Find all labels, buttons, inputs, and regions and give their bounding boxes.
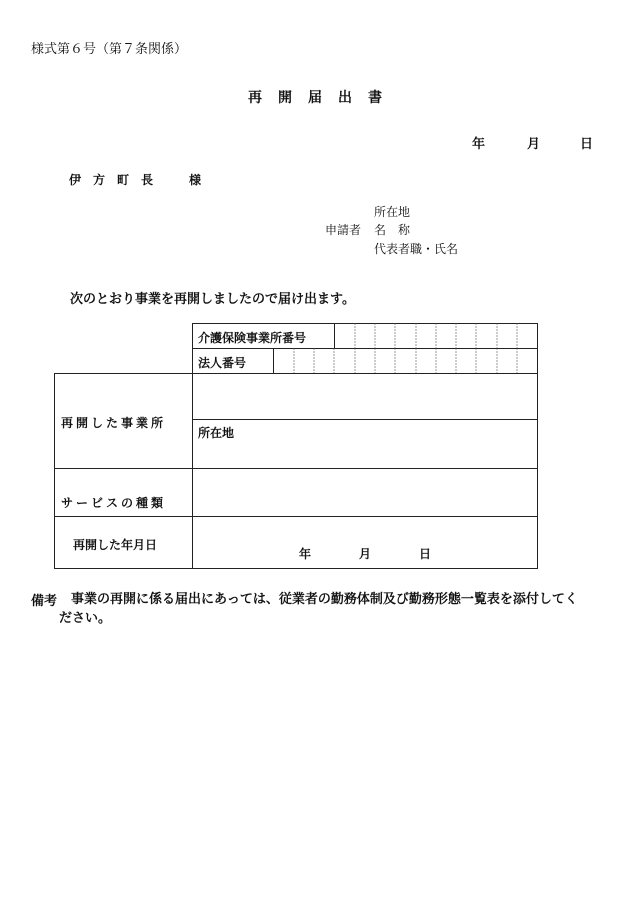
document-title: 再開届出書 xyxy=(248,90,398,106)
intro-text: 次のとおり事業を再開しましたので届け出ます。 xyxy=(70,292,355,307)
addressee: 伊方町長 様 xyxy=(69,173,214,187)
reopen-date-label: 再開した年月日 xyxy=(73,538,158,552)
remarks-text xyxy=(59,590,601,628)
remarks-label: 備考 xyxy=(31,594,58,609)
reopen-year-label: 年 xyxy=(299,547,312,561)
applicant-representative-label: 代表者職・氏名 xyxy=(374,242,459,256)
reopen-day-label: 日 xyxy=(419,547,432,561)
form-number: 様式第６号（第７条関係） xyxy=(31,42,188,57)
reopened-office-label: 再開した事業所 xyxy=(61,416,167,430)
header-year-label: 年 xyxy=(472,137,486,152)
applicant-address-label: 所在地 xyxy=(374,205,411,219)
header-day-label: 日 xyxy=(580,137,594,152)
header-month-label: 月 xyxy=(527,137,541,152)
corporate-number-label: 法人番号 xyxy=(198,356,247,370)
reopen-month-label: 月 xyxy=(359,547,372,561)
applicant-name-label: 名 称 xyxy=(374,223,411,237)
service-type-label: サービスの種類 xyxy=(61,496,167,510)
remarks-line-2: ださい。 xyxy=(59,611,112,626)
office-address-label: 所在地 xyxy=(198,426,235,440)
applicant-label: 申請者 xyxy=(325,223,362,237)
remarks-line-1: 事業の再開に係る届出にあっては、従業者の勤務体制及び勤務形態一覧表を添付してく xyxy=(71,592,578,607)
care-insurance-number-label: 介護保険事業所番号 xyxy=(198,331,307,345)
